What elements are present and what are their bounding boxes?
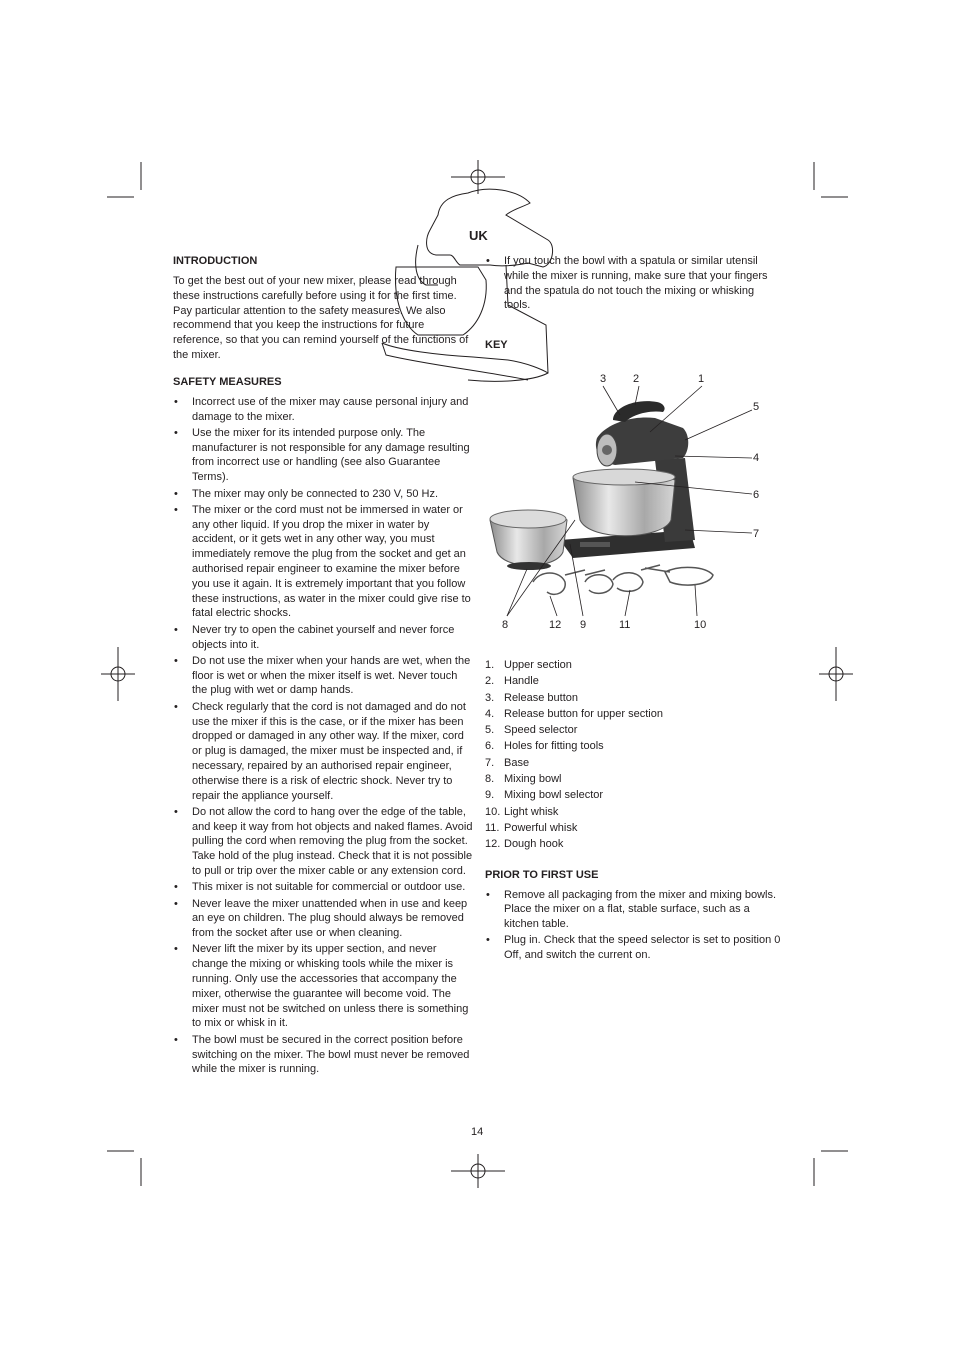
list-item: 6. Holes for fitting tools bbox=[485, 740, 604, 753]
list-item: • Use the mixer for its intended purpose only. The manufacturer is not responsible for any damage resulting from incorrect use or handling (see also Guarantee Terms). bbox=[173, 426, 473, 485]
right-column-bottom bbox=[485, 658, 785, 965]
list-item: • Remove all packaging from the mixer and mixing bowls. Place the mixer on a flat, stable surface, such as a kitchen table. bbox=[485, 888, 785, 932]
prior-list bbox=[485, 888, 785, 963]
callout-label: 10 bbox=[694, 619, 707, 631]
list-item: 7. Base bbox=[485, 756, 530, 769]
list-item: 9. Mixing bowl selector bbox=[485, 789, 604, 802]
page-number: 14 bbox=[471, 1126, 484, 1138]
key-list bbox=[485, 658, 785, 854]
intro-paragraph: To get the best out of your new mixer, please read through these instructions carefully before using it for the first time. Pay particular attention to the safety measures. We also recommend that you keep the instructions for future reference, so that you can remind yourself of the functions of the mixer. bbox=[173, 275, 469, 361]
list-item: • Do not use the mixer when your hands are wet, when the floor is wet or when the mixer itself is wet. Never touch the plug with wet or damp hands. bbox=[173, 654, 473, 698]
callout-label: 12 bbox=[549, 619, 562, 631]
callout-label: 2 bbox=[633, 373, 640, 385]
list-item: • The bowl must be secured in the correct position before switching on the mixer. The bowl must never be removed while the mixer is running. bbox=[173, 1033, 473, 1077]
list-item: • Check regularly that the cord is not damaged and do not use the mixer if this is the case, or if the mixer has been dropped or damaged in any other way. If the mixer, cord or plug is damaged, the mixer must be inspected and, if necessary, repaired by an authorised repair engineer, otherwise there is a risk of electric shock. Never try to repair the appliance yourself. bbox=[173, 700, 473, 804]
callout-label: 1 bbox=[698, 373, 705, 385]
list-item: • The mixer may only be connected to 230 V, 50 Hz. bbox=[173, 487, 473, 502]
list-item: 3. Release button bbox=[485, 691, 578, 704]
list-item: 11. Powerful whisk bbox=[485, 821, 578, 834]
list-item: • Never try to open the cabinet yourself and never force objects into it. bbox=[173, 623, 473, 653]
list-item: 2. Handle bbox=[485, 675, 539, 688]
prior-heading: PRIOR TO FIRST USE bbox=[485, 868, 599, 881]
callout-label: 8 bbox=[502, 619, 509, 631]
list-item: • Never lift the mixer by its upper section, and never change the mixing or whisking tools while the mixer is running. Only use the accessories that accompany the mixer, otherwise the guarantee will become void. The mixer must not be switched on unless there is something to mix or whisk in it. bbox=[173, 942, 473, 1031]
safety-list bbox=[173, 395, 473, 1077]
intro-heading: INTRODUCTION bbox=[173, 255, 258, 267]
callout-label: 7 bbox=[753, 528, 760, 540]
callout-label: 6 bbox=[753, 489, 760, 501]
callout-label: 11 bbox=[619, 619, 631, 631]
list-item: • This mixer is not suitable for commercial or outdoor use. bbox=[173, 880, 473, 895]
list-item: • Incorrect use of the mixer may cause personal injury and damage to the mixer. bbox=[173, 395, 473, 425]
callout-label: 5 bbox=[753, 401, 760, 413]
list-item: • If you touch the bowl with a spatula or similar utensil while the mixer is running, make sure that your fingers and the spatula do not touch the mixing or whisking tools. bbox=[485, 254, 775, 313]
callout-label: 4 bbox=[753, 452, 760, 464]
list-item: • Do not allow the cord to hang over the edge of the table, and keep it way from hot objects and naked flames. Avoid pulling the cord when removing the plug from the socket. Take hold of the plug instead. Check that it is not possible to pull or trip over the mixer cable or any extension cord. bbox=[173, 805, 473, 879]
list-item: 4. Release button for upper section bbox=[485, 707, 663, 720]
list-item: 1. Upper section bbox=[485, 659, 572, 671]
list-item: 5. Speed selector bbox=[485, 724, 578, 737]
list-item: • The mixer or the cord must not be immersed in water or any other liquid. If you drop the mixer in water by accident, or it gets wet in any other way, you must immediately remove the plug from the socket and get an authorised repair engineer to examine the mixer before you use it again. It is extremely important that you follow these instructions, as water in the mixer could give rise to fatal electric shocks. bbox=[173, 503, 473, 621]
left-column bbox=[173, 254, 473, 1079]
list-item: 10. Light whisk bbox=[485, 805, 559, 818]
callout-label: 3 bbox=[600, 373, 607, 385]
mixer-diagram bbox=[485, 370, 775, 640]
list-item: 8. Mixing bowl bbox=[485, 773, 562, 786]
list-item: • Plug in. Check that the speed selector is set to position 0 Off, and switch the current on. bbox=[485, 933, 785, 963]
callout-label: 9 bbox=[580, 619, 587, 631]
safety-heading: SAFETY MEASURES bbox=[173, 375, 282, 388]
safety-list-continued bbox=[485, 254, 775, 313]
key-heading: KEY bbox=[485, 339, 508, 352]
right-column-top bbox=[485, 254, 775, 352]
list-item: • Never leave the mixer unattended when in use and keep an eye on children. The plug should always be removed from the socket after use or when cleaning. bbox=[173, 897, 473, 941]
language-tab: UK bbox=[469, 228, 488, 243]
list-item: 12. Dough hook bbox=[485, 838, 564, 851]
